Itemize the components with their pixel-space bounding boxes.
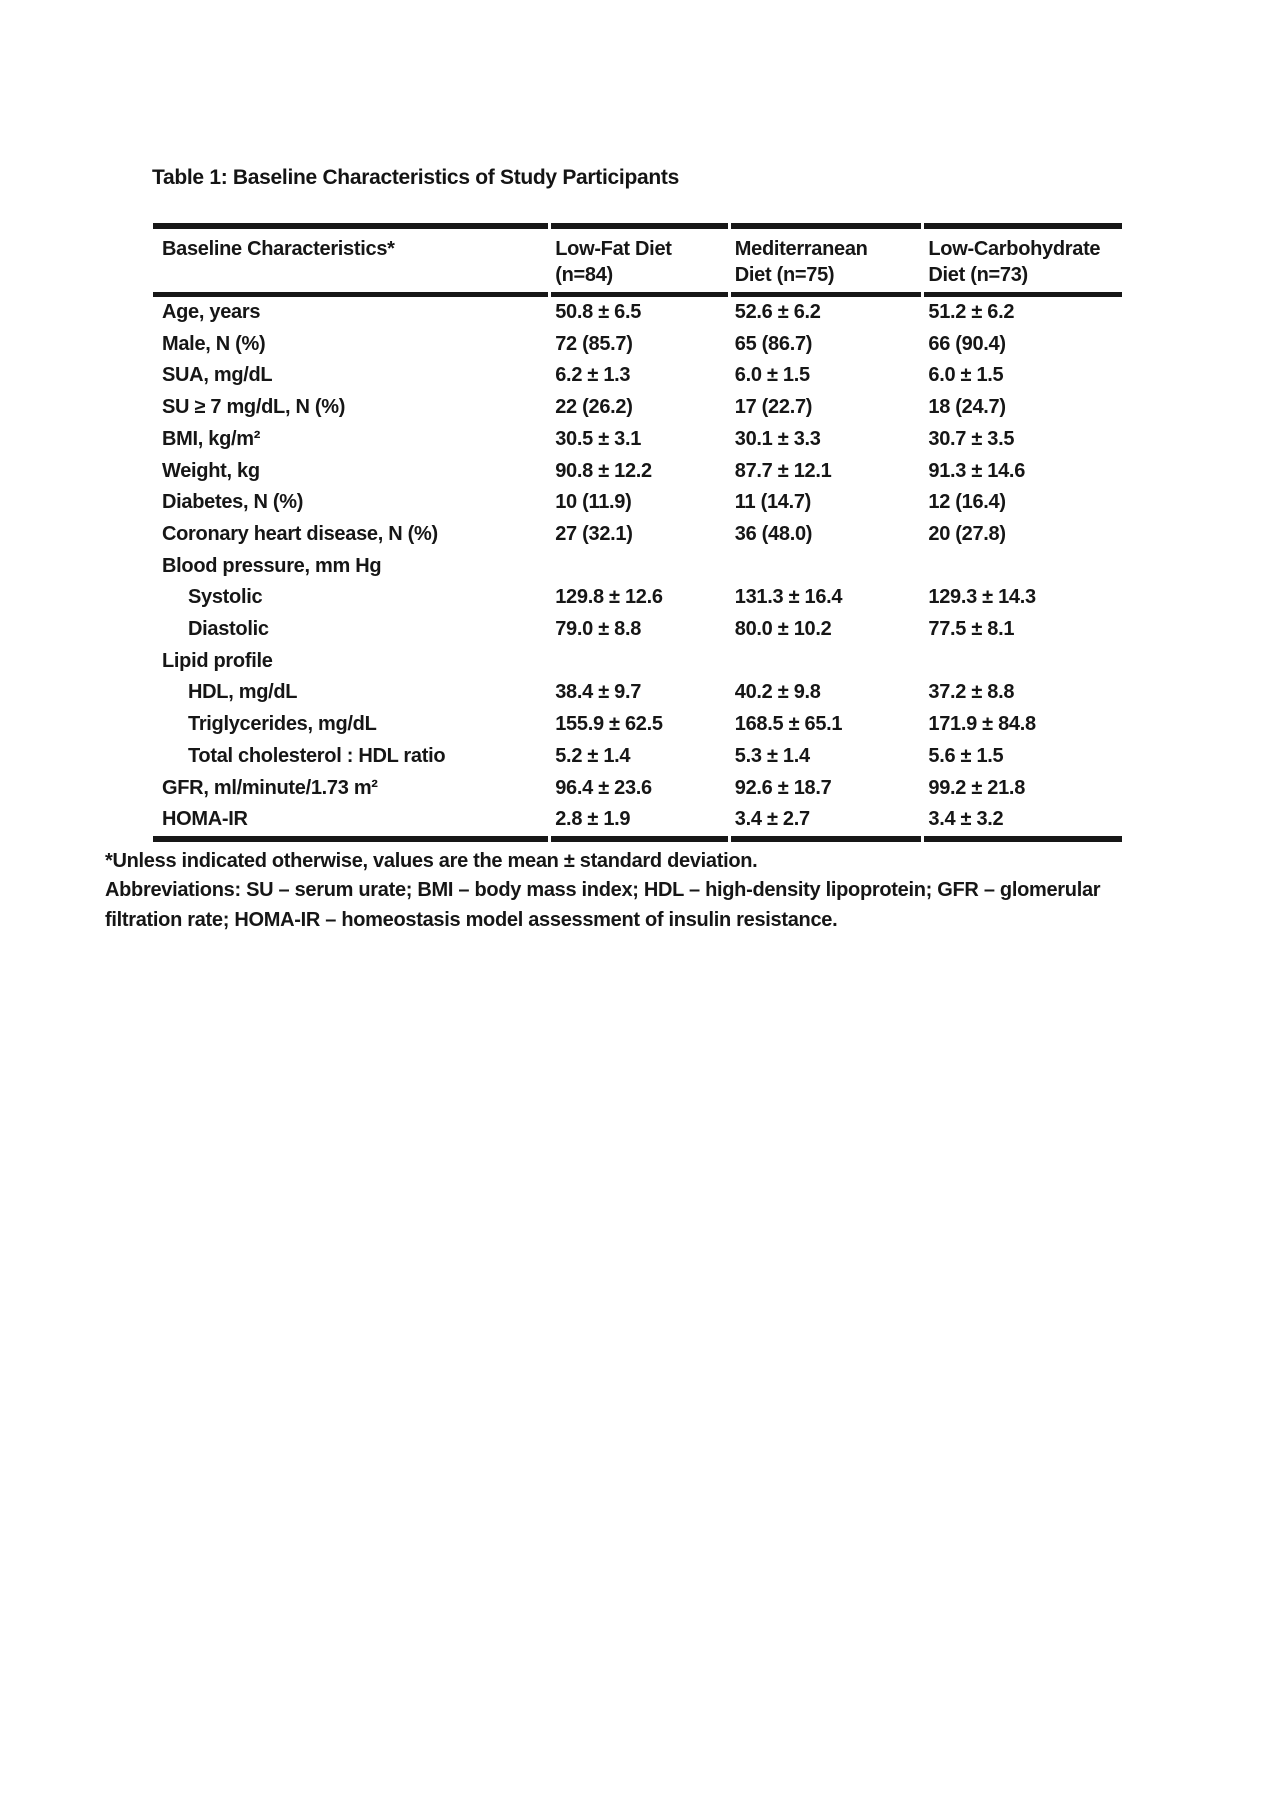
row-label: Systolic	[188, 586, 263, 609]
row-label: Age, years	[162, 301, 261, 323]
row-label: Weight, kg	[162, 459, 260, 482]
column-header-line: (n=84)	[555, 264, 613, 286]
row-label: Coronary heart disease, N (%)	[162, 522, 438, 545]
cell-value: 18 (24.7)	[928, 396, 1006, 419]
cell-value: 87.7 ± 12.1	[734, 459, 832, 482]
cell-value: 30.7 ± 3.5	[928, 427, 1015, 450]
footnote-abbreviations-line2: filtration rate; HOMA-IR – homeostasis model assessment of insulin resistance.	[105, 908, 838, 931]
table-row	[153, 297, 1122, 329]
cell-value	[551, 551, 728, 583]
column-header-mediterranean-diet	[731, 223, 922, 297]
cell-value: 20 (27.8)	[928, 522, 1006, 545]
cell-value: 40.2 ± 9.8	[734, 681, 821, 704]
cell-value: 30.5 ± 3.1	[555, 427, 642, 450]
cell-value: 30.1 ± 3.3	[734, 427, 821, 450]
cell-value: 66 (90.4)	[928, 332, 1006, 355]
row-label: Total cholesterol : HDL ratio	[188, 744, 446, 767]
table-footnotes	[105, 847, 1100, 935]
row-label: SUA, mg/dL	[162, 364, 273, 387]
cell-value: 168.5 ± 65.1	[734, 713, 843, 736]
cell-value: 27 (32.1)	[555, 522, 633, 545]
column-header-line: Diet (n=75)	[734, 264, 835, 286]
cell-value: 99.2 ± 21.8	[928, 776, 1026, 799]
cell-value: 11 (14.7)	[734, 491, 812, 514]
cell-value: 72 (85.7)	[555, 332, 633, 355]
cell-value: 90.8 ± 12.2	[555, 459, 652, 482]
cell-value: 50.8 ± 6.5	[555, 301, 642, 323]
cell-value: 65 (86.7)	[734, 332, 813, 355]
column-header-line: Low-Fat Diet	[555, 238, 672, 260]
table-row	[153, 804, 1122, 842]
column-header-low-fat-diet	[551, 223, 728, 297]
header-row	[153, 223, 1122, 297]
row-label: BMI, kg/m²	[162, 427, 261, 450]
cell-value: 38.4 ± 9.7	[555, 681, 642, 704]
column-header-line: Low-Carbohydrate	[928, 238, 1101, 260]
cell-value: 129.8 ± 12.6	[555, 586, 663, 609]
column-header-characteristics	[153, 223, 548, 297]
row-label: GFR, ml/minute/1.73 m²	[162, 776, 378, 799]
table-row	[153, 456, 1122, 488]
table-row	[153, 519, 1122, 551]
cell-value: 3.4 ± 2.7	[731, 804, 922, 842]
cell-value: 5.2 ± 1.4	[555, 744, 631, 767]
row-label: Male, N (%)	[162, 332, 266, 355]
table-row	[153, 424, 1122, 456]
column-header-line: Mediterranean	[734, 238, 868, 260]
footnote-abbreviations-line1: Abbreviations: SU – serum urate; BMI – body mass index; HDL – high-density lipoprotein; GFR – glomerular	[105, 879, 1101, 902]
cell-value: 155.9 ± 62.5	[555, 713, 663, 736]
table-row	[153, 360, 1122, 392]
cell-value	[924, 646, 1122, 678]
column-header-label: Baseline Characteristics*	[162, 238, 395, 260]
cell-value: 171.9 ± 84.8	[928, 713, 1036, 736]
baseline-characteristics-table	[150, 223, 1125, 842]
cell-value: 6.2 ± 1.3	[555, 364, 631, 387]
cell-value: 80.0 ± 10.2	[734, 618, 832, 641]
table-row	[153, 487, 1122, 519]
cell-value: 52.6 ± 6.2	[734, 301, 821, 323]
cell-value: 5.6 ± 1.5	[928, 744, 1004, 767]
table-row	[153, 614, 1122, 646]
cell-value: 2.8 ± 1.9	[551, 804, 728, 842]
table-section-row	[153, 646, 1122, 678]
cell-value: 79.0 ± 8.8	[555, 618, 642, 641]
table-row	[153, 709, 1122, 741]
table-section-row	[153, 551, 1122, 583]
cell-value: 37.2 ± 8.8	[928, 681, 1015, 704]
row-label: HDL, mg/dL	[188, 681, 298, 704]
column-header-line: Diet (n=73)	[928, 264, 1028, 286]
table-row	[153, 392, 1122, 424]
cell-value: 10 (11.9)	[555, 491, 632, 514]
cell-value: 51.2 ± 6.2	[928, 301, 1015, 323]
cell-value: 12 (16.4)	[928, 491, 1006, 514]
cell-value: 91.3 ± 14.6	[928, 459, 1026, 482]
cell-value: 36 (48.0)	[734, 522, 813, 545]
footnote-values-note: *Unless indicated otherwise, values are the mean ± standard deviation.	[105, 850, 758, 872]
section-label: Blood pressure, mm Hg	[162, 554, 382, 577]
row-label: Diastolic	[188, 618, 269, 641]
cell-value	[731, 551, 922, 583]
row-label: HOMA-IR	[153, 804, 548, 842]
section-label: Lipid profile	[162, 649, 273, 672]
cell-value: 131.3 ± 16.4	[734, 586, 843, 609]
cell-value: 77.5 ± 8.1	[928, 618, 1015, 641]
cell-value: 6.0 ± 1.5	[928, 364, 1004, 387]
table-row	[153, 773, 1122, 805]
row-label: SU ≥ 7 mg/dL, N (%)	[162, 396, 346, 419]
cell-value: 96.4 ± 23.6	[555, 776, 652, 799]
table-row	[153, 582, 1122, 614]
cell-value: 92.6 ± 18.7	[734, 776, 832, 799]
cell-value: 22 (26.2)	[555, 396, 633, 419]
cell-value: 3.4 ± 3.2	[924, 804, 1122, 842]
table-row	[153, 741, 1122, 773]
row-label: Triglycerides, mg/dL	[188, 713, 377, 736]
cell-value: 129.3 ± 14.3	[928, 586, 1036, 609]
page-title: Table 1: Baseline Characteristics of Study Participants	[152, 166, 679, 189]
cell-value	[924, 551, 1122, 583]
cell-value	[551, 646, 728, 678]
row-label: Diabetes, N (%)	[162, 491, 304, 514]
cell-value: 6.0 ± 1.5	[734, 364, 810, 387]
cell-value: 5.3 ± 1.4	[734, 744, 810, 767]
table-row	[153, 677, 1122, 709]
cell-value: 17 (22.7)	[734, 396, 813, 419]
table-row	[153, 329, 1122, 361]
column-header-low-carbohydrate-diet	[924, 223, 1122, 297]
cell-value	[731, 646, 922, 678]
